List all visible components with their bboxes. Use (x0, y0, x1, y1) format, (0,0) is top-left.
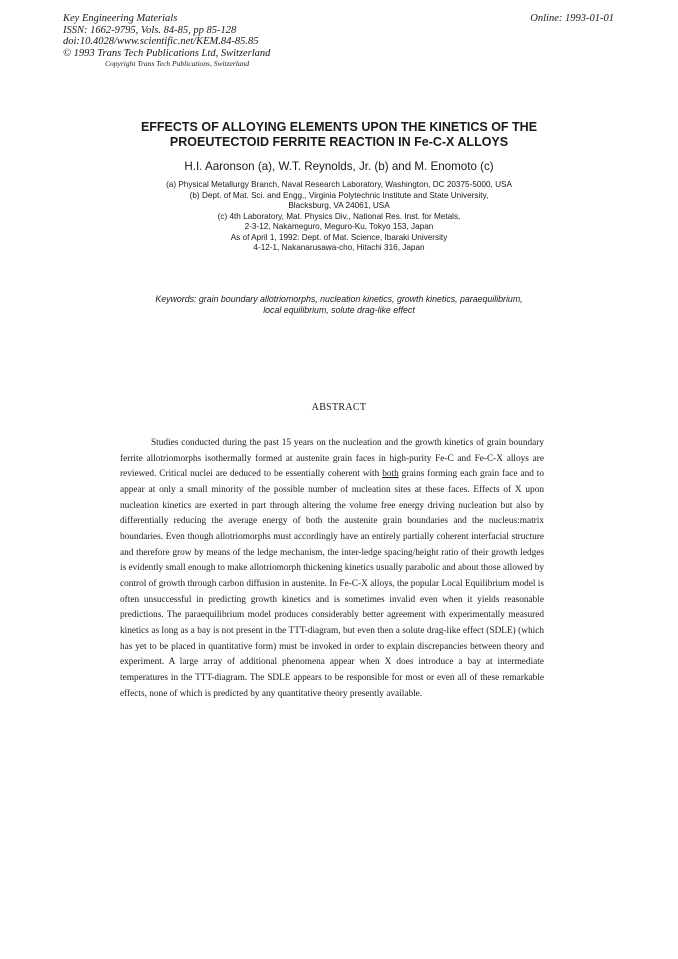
affiliation-line: (c) 4th Laboratory, Mat. Physics Div., National Res. Inst. for Metals, (217, 211, 461, 221)
paper-title (0, 120, 678, 150)
keywords-line-2: local equilibrium, solute drag-like effect (263, 305, 415, 315)
online-date: Online: 1993-01-01 (530, 13, 614, 24)
affiliations (0, 180, 678, 254)
affiliation-line: (b) Dept. of Mat. Sci. and Engg., Virginia Polytechnic Institute and State University, (189, 190, 489, 200)
publisher-line: © 1993 Trans Tech Publications Ltd, Switzerland (63, 47, 271, 59)
title-line-2: PROEUTECTOID FERRITE REACTION IN Fe-C-X ALLOYS (169, 135, 509, 149)
abstract-text (120, 436, 544, 702)
affiliation-line: As of April 1, 1992: Dept. of Mat. Science, Ibaraki University (230, 232, 448, 242)
title-line-1: EFFECTS OF ALLOYING ELEMENTS UPON THE KINETICS OF THE (140, 120, 538, 134)
affiliation-line: Blacksburg, VA 24061, USA (288, 201, 390, 210)
affiliation-line: 4-12-1, Nakanarusawa-cho, Hitachi 316, Japan (253, 243, 425, 252)
author-list: H.I. Aaronson (a), W.T. Reynolds, Jr. (b) and M. Enomoto (c) (184, 160, 494, 173)
keywords-line-1: Keywords: grain boundary allotriomorphs, nucleation kinetics, growth kinetics, paraequilibrium, (155, 294, 523, 304)
affiliation-line: 2-3-12, Nakameguro, Meguro-Ku, Tokyo 153, Japan (244, 222, 434, 231)
abstract-underlined-word: both (382, 469, 399, 480)
issn-line: ISSN: 1662-9795, Vols. 84-85, pp 85-128 (63, 24, 237, 36)
affiliation-line: (a) Physical Metallurgy Branch, Naval Research Laboratory, Washington, DC 20375-5000, USA (166, 180, 512, 189)
keywords (0, 294, 678, 316)
journal-name: Key Engineering Materials (63, 13, 178, 24)
abstract-heading: ABSTRACT (311, 402, 367, 413)
copyright-line: Copyright Trans Tech Publications, Switzerland (105, 59, 250, 68)
doi-line: doi:10.4028/www.scientific.net/KEM.84-85.85 (63, 36, 259, 47)
journal-header (63, 13, 270, 68)
abstract-text-part-2: grains forming each grain face and to appear at only a small minority of the possible number of nucleation sites at these faces. Effects of X upon nucleation kinetics are exerted in part through altering the volume free energy driving nucleation but also by differentially reducing the average energy of both the austenite grain boundaries and the nucleus:matrix boundaries. Even though allotriomorphs must accordingly have an entirely partially coherent interfacial structure and therefore grow by means of the ledge mechanism, the inter-ledge spacing/height ratio of their growth ledges is evidently small enough to make allotriomorph thickening kinetics usually parabolic and about those allowed by control of growth through carbon diffusion in austenite. In Fe-C-X alloys, the popular Local Equilibrium model is often unsuccessful in predicting growth kinetics and is sometimes invalid even when it yields reasonable predictions. The paraequilibrium model produces considerably better agreement with experimentally measured kinetics as long as a bay is not present in the TTT-diagram, but even then a solute drag-like effect (SDLE) (which has yet to be placed in quantitative form) must be invoked in order to explain discrepancies between theory and experiment. A large array of additional phenomena appear when X does introduce a bay at intermediate temperatures in the TTT-diagram. The SDLE appears to be responsible for most or even all of these remarkable effects, none of which is predicted by any quantitative theory presently available. (120, 469, 545, 699)
abstract-text-part-1: Studies conducted during the past 15 years on the nucleation and the growth kinetics of grain boundary ferrite allotriomorphs isothermally formed at austenite grain faces in high-purity Fe-C and Fe-C-X alloys are reviewed. Critical nuclei are deduced to be essentially coherent with (120, 438, 544, 480)
